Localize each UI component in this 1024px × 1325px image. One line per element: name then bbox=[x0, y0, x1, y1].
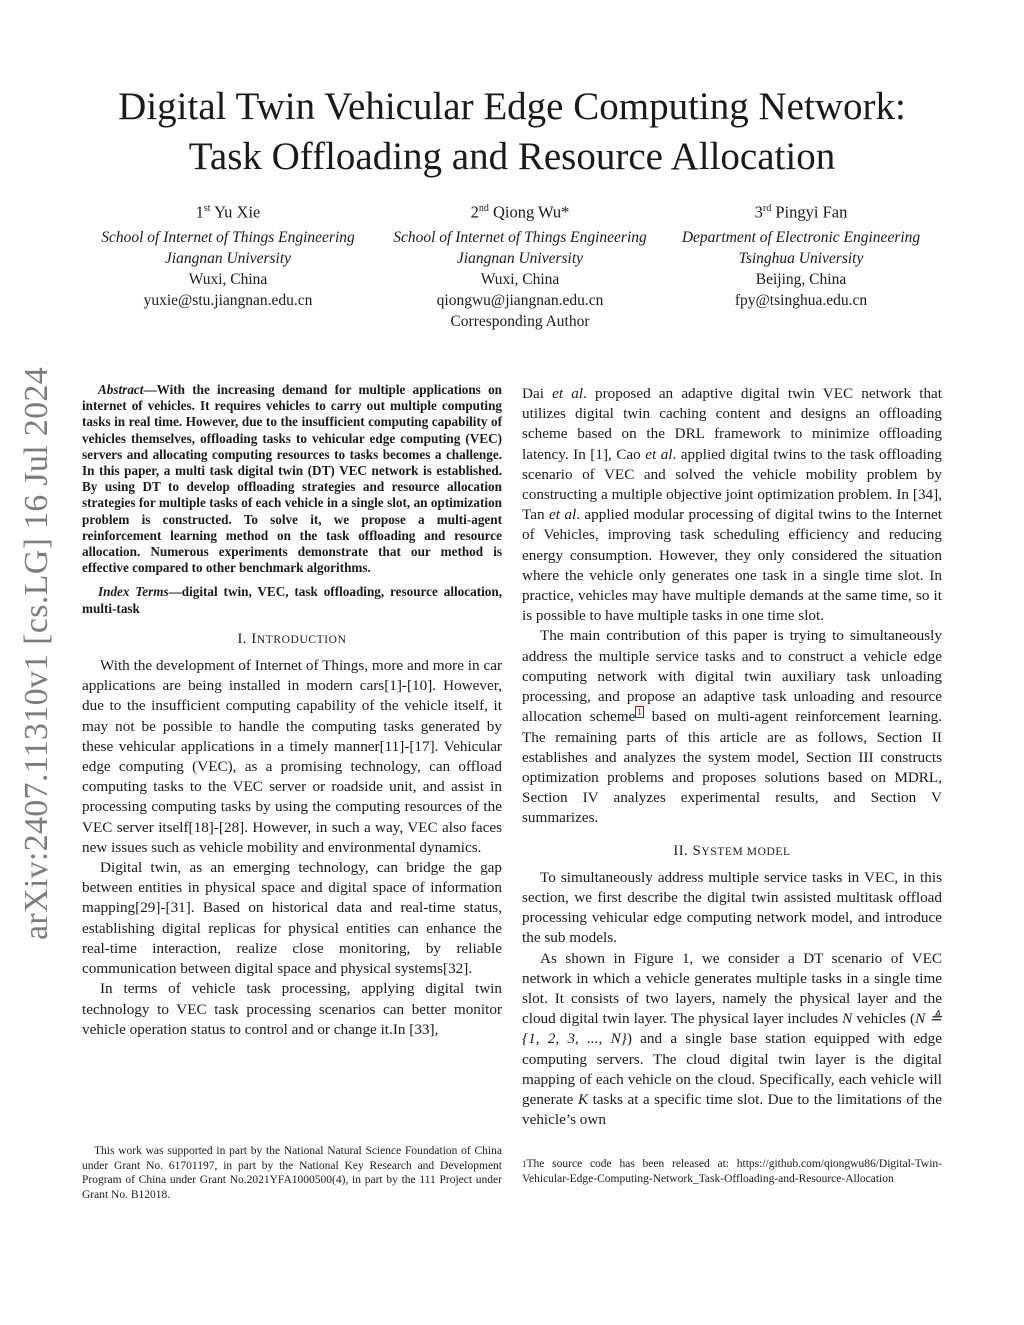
author-city: Wuxi, China bbox=[188, 270, 268, 288]
arxiv-identifier: arXiv:2407.11310v1 [cs.LG] 16 Jul 2024 bbox=[18, 367, 55, 940]
paper-title bbox=[0, 82, 1024, 182]
author-dept: School of Internet of Things Engineering bbox=[393, 228, 647, 246]
title-line-2: Task Offloading and Resource Allocation bbox=[188, 135, 836, 178]
author-city: Wuxi, China bbox=[480, 270, 560, 288]
author-email: yuxie@stu.jiangnan.edu.cn bbox=[143, 291, 313, 309]
author-univ: Jiangnan University bbox=[164, 249, 292, 267]
right-paragraph-2: The main contribution of this paper is trying to simultaneously address the multiple service tasks and to construct a vehicle edge computing network with digital twin auxiliary task unloading processing, and propose an adaptive task unloading and resource allocation scheme $^1$ based on multi-agent reinforcement learning. The remaining parts of this article are as follows, Section II establishes and analyzes the system model, Section III constructs optimization problems and proposes solutions based on MDRL, Section IV analyzes experimental results, and Section V summarizes. bbox=[522, 627, 942, 827]
author-name: 2nd Qiong Wu* bbox=[470, 202, 570, 222]
code-footnote: $^1$The source code has been released at: https://github.com/qiongwu86/Digital-Twin-Vehicular-Edge-Computing-Network_Task-Offloading-and-Resource-Allocation bbox=[522, 1158, 942, 1185]
section-heading-system-model: II. SYSTEM MODEL bbox=[673, 842, 791, 859]
author-city: Beijing, China bbox=[755, 270, 847, 288]
abstract: Abstract—With the increasing demand for multiple applications on internet of vehicles. It requires vehicles to carry out multiple computing tasks in real time. However, due to the insufficient computing capability of vehicles themselves, offloading tasks to vehicular edge computing (VEC) servers and allocating computing resources to tasks becomes a challenge. In this paper, a multi task digital twin (DT) VEC network is established. By using DT to develop offloading strategies and resource allocation strategies for multiple tasks of each vehicle in a single slot, an optimization problem is constructed. To solve it, we propose a multi-agent reinforcement learning method on the task offloading and resource allocation. Numerous experiments demonstrate that our method is effective compared to other benchmark algorithms. bbox=[82, 382, 502, 576]
author-note: Corresponding Author bbox=[450, 312, 590, 330]
author-univ: Jiangnan University bbox=[456, 249, 584, 267]
author-email: fpy@tsinghua.edu.cn bbox=[734, 291, 868, 309]
footnote-reference-link[interactable]: 1 bbox=[637, 707, 642, 718]
author-block-1 bbox=[68, 198, 388, 311]
author-block-2 bbox=[360, 198, 680, 332]
intro-paragraph-3: In terms of vehicle task processing, applying digital twin technology to VEC task processing scenarios can better monitor vehicle operation status to control and or change it.In [33], bbox=[82, 980, 502, 1038]
section-heading-introduction: I. INTRODUCTION bbox=[237, 630, 347, 647]
system-paragraph-1: To simultaneously address multiple service tasks in VEC, in this section, we first describe the digital twin assisted multitask offload processing vehicular edge computing network model, and introduce the sub models. bbox=[522, 868, 942, 947]
author-dept: Department of Electronic Engineering bbox=[681, 228, 921, 246]
title-line-1: Digital Twin Vehicular Edge Computing Network: bbox=[118, 85, 906, 128]
intro-paragraph-2: Digital twin, as an emerging technology, can bridge the gap between entities in physical space and digital space of information mapping[29]-[31]. Based on historical data and real-time status, establishing digital replicas for physical entities can enhance the real-time interaction, realize close monitoring, by reliable communication between digital space and physical systems[32]. bbox=[82, 859, 502, 978]
author-name: 1st Yu Xie bbox=[195, 202, 261, 222]
left-column bbox=[82, 382, 502, 1040]
right-column bbox=[522, 384, 942, 1130]
system-paragraph-2: As shown in Figure 1, we consider a DT scenario of VEC network in which a vehicle generates multiple tasks in a single time slot. It consists of two layers, namely the physical layer and the cloud digital twin layer. The physical layer includes N vehicles (N ≜ {1, 2, 3, ..., N}) and a single base station equipped with edge computing servers. The cloud digital twin layer is the digital mapping of each vehicle on the cloud. Specifically, each vehicle will generate K tasks at a specific time slot. Due to the limitations of the vehicle’s own bbox=[522, 949, 942, 1129]
author-name: 3rd Pingyi Fan bbox=[754, 202, 848, 222]
author-block-3 bbox=[641, 198, 961, 311]
index-terms: Index Terms—digital twin, VEC, task offloading, resource allocation, multi-task bbox=[82, 584, 502, 616]
intro-paragraph-1: With the development of Internet of Things, more and more in car applications are being installed in modern cars[1]-[10]. However, due to the insufficient computing capability of the vehicle itself, it may not be possible to handle the computing tasks generated by these vehicular applications in a timely manner[11]-[17]. Vehicular edge computing (VEC), as a promising technology, can offload computing tasks to the VEC server or roadside unit, and assist in processing computing tasks by using the computing resources of the VEC server itself[18]-[28]. However, in such a way, VEC also faces new issues such as vehicle mobility and environmental dynamics. bbox=[82, 657, 502, 856]
funding-footnote: This work was supported in part by the National Natural Science Foundation of China under Grant No. 61701197, in part by the National Key Research and Development Program of China under Grant No.2021YFA1000500(4), in part by the 111 Project under Grant No. B12018. bbox=[82, 1145, 502, 1201]
right-paragraph-1: Dai et al. proposed an adaptive digital twin VEC network that utilizes digital twin caching content and designs an offloading scheme based on the DRL framework to minimize offloading latency. In [1], Cao et al. applied digital twins to the task offloading scenario of VEC and solved the vehicle mobility problem by constructing a multiple objective joint optimization problem. In [34], Tan et al. applied modular processing of digital twins to the Internet of Vehicles, improving task scheduling efficiency and reducing energy consumption. However, they only considered the situation where the vehicle only generates one task in a single time slot. In practice, vehicles may have multiple demands at the same time, so it is possible to have multiple tasks in one time slot. bbox=[522, 385, 942, 625]
author-email: qiongwu@jiangnan.edu.cn bbox=[436, 291, 604, 309]
author-dept: School of Internet of Things Engineering bbox=[101, 228, 355, 246]
author-univ: Tsinghua University bbox=[738, 249, 864, 267]
